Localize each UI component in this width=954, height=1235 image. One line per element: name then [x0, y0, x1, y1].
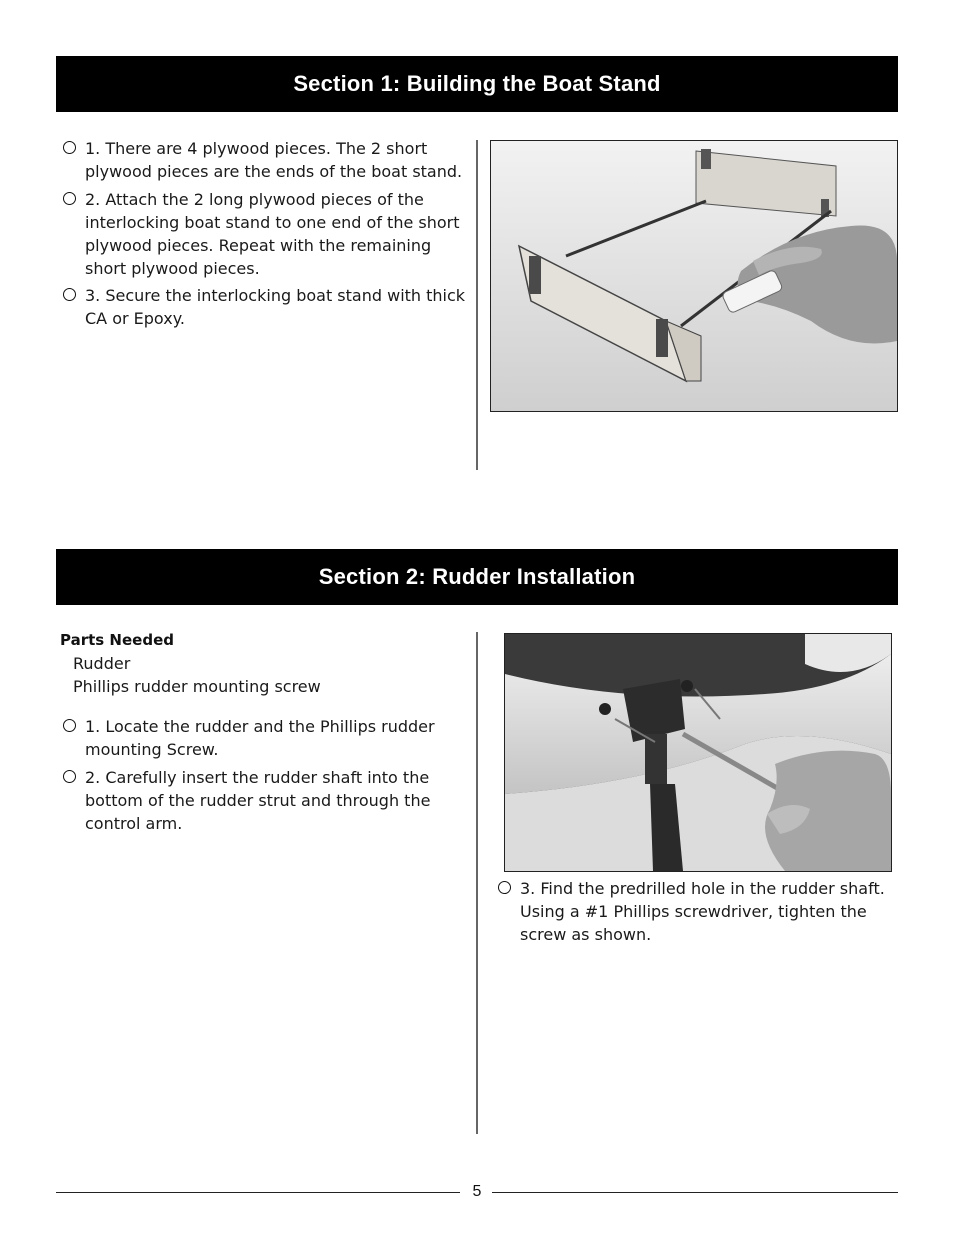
section-2-step-3: 3. Find the predrilled hole in the rudder shaft. Using a #1 Phillips screwdriver, tighten the screw as shown.	[498, 877, 888, 946]
section-2-header	[56, 549, 898, 605]
section-1-step-3: 3. Secure the interlocking boat stand with thick CA or Epoxy.	[63, 284, 468, 330]
checkbox-circle-icon[interactable]	[63, 141, 76, 154]
boat-stand-photo	[490, 140, 898, 412]
section-1-step-1: 1. There are 4 plywood pieces. The 2 short plywood pieces are the ends of the boat stand.	[63, 137, 468, 183]
page-number: 5	[472, 1183, 482, 1200]
section-2-title: Section 2: Rudder Installation	[318, 564, 636, 589]
section-2-step-1: 1. Locate the rudder and the Phillips rudder mounting Screw.	[63, 715, 468, 761]
section-1-step-2: 2. Attach the 2 long plywood pieces of the interlocking boat stand to one end of the short plywood pieces. Repeat with the remaining short plywood pieces.	[63, 188, 468, 280]
parts-needed-heading: Parts Needed	[60, 631, 174, 649]
checkbox-circle-icon[interactable]	[63, 288, 76, 301]
footer-rule-right	[492, 1192, 898, 1193]
checkbox-circle-icon[interactable]	[63, 770, 76, 783]
section-1-title: Section 1: Building the Boat Stand	[293, 71, 661, 96]
footer-rule-left	[56, 1192, 460, 1193]
part-rudder: Rudder	[73, 654, 131, 673]
section-1-header	[56, 56, 898, 112]
part-phillips-screw: Phillips rudder mounting screw	[73, 677, 321, 696]
column-divider	[476, 140, 478, 470]
section-2-step-2: 2. Carefully insert the rudder shaft into the bottom of the rudder strut and through the control arm.	[63, 766, 468, 835]
checkbox-circle-icon[interactable]	[63, 719, 76, 732]
column-divider	[476, 632, 478, 1134]
checkbox-circle-icon[interactable]	[63, 192, 76, 205]
rudder-photo	[504, 633, 892, 872]
checkbox-circle-icon[interactable]	[498, 881, 511, 894]
